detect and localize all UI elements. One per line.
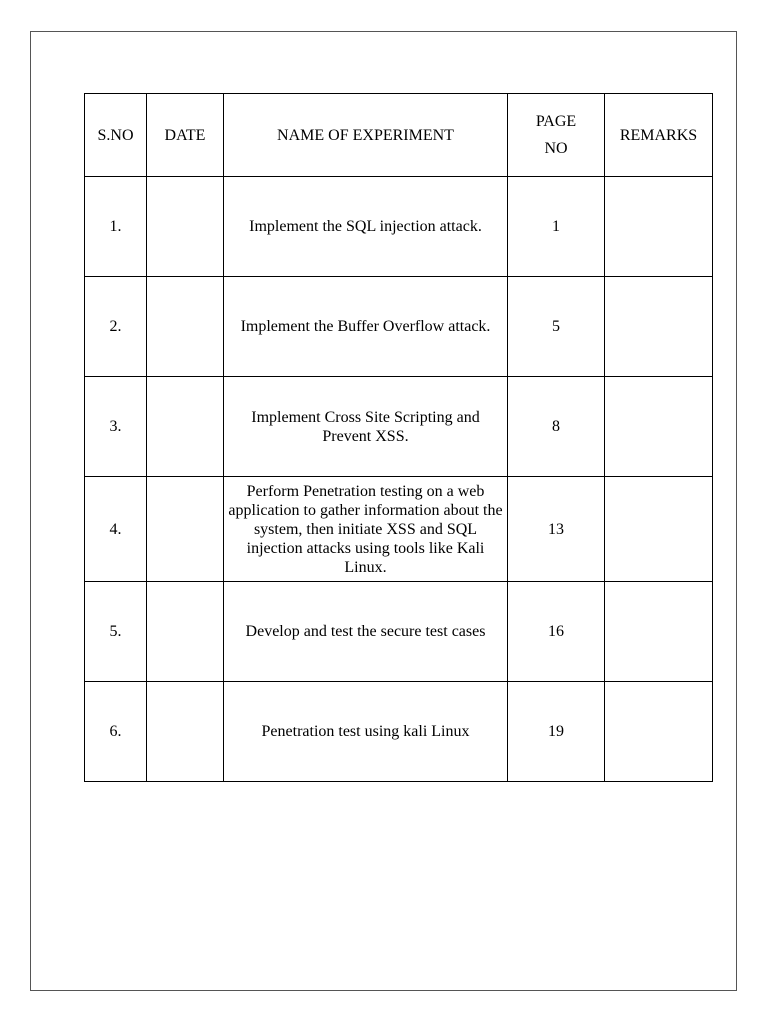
cell-remarks: [605, 177, 713, 277]
cell-page-no: 13: [508, 477, 605, 582]
cell-remarks: [605, 682, 713, 782]
cell-experiment-name: Implement Cross Site Scripting and Prevent XSS.: [224, 377, 508, 477]
cell-page-no: 1: [508, 177, 605, 277]
header-page-no: [508, 94, 605, 177]
cell-sno: 5.: [85, 582, 147, 682]
header-remarks: REMARKS: [605, 94, 713, 177]
table-header-row: [85, 94, 713, 177]
cell-page-no: 16: [508, 582, 605, 682]
cell-date: [147, 477, 224, 582]
cell-page-no: 19: [508, 682, 605, 782]
cell-remarks: [605, 477, 713, 582]
header-page-line1: PAGE: [535, 113, 577, 130]
cell-date: [147, 582, 224, 682]
header-date: DATE: [147, 94, 224, 177]
cell-date: [147, 377, 224, 477]
cell-sno: 2.: [85, 277, 147, 377]
table-row: [85, 582, 713, 682]
cell-remarks: [605, 277, 713, 377]
cell-page-no: 8: [508, 377, 605, 477]
cell-sno: 6.: [85, 682, 147, 782]
cell-sno: 4.: [85, 477, 147, 582]
cell-sno: 3.: [85, 377, 147, 477]
experiment-index-table: [84, 93, 713, 782]
cell-remarks: [605, 582, 713, 682]
table-row: [85, 177, 713, 277]
cell-date: [147, 177, 224, 277]
cell-date: [147, 277, 224, 377]
header-name-of-experiment: NAME OF EXPERIMENT: [224, 94, 508, 177]
cell-sno: 1.: [85, 177, 147, 277]
table-row: [85, 682, 713, 782]
cell-experiment-name: Develop and test the secure test cases: [224, 582, 508, 682]
table-row: [85, 277, 713, 377]
cell-remarks: [605, 377, 713, 477]
table-row: [85, 477, 713, 582]
cell-page-no: 5: [508, 277, 605, 377]
header-sno: S.NO: [85, 94, 147, 177]
cell-experiment-name: Implement the Buffer Overflow attack.: [224, 277, 508, 377]
cell-experiment-name: Penetration test using kali Linux: [224, 682, 508, 782]
table-row: [85, 377, 713, 477]
header-page-line2: NO: [544, 140, 568, 157]
cell-experiment-name: Implement the SQL injection attack.: [224, 177, 508, 277]
cell-date: [147, 682, 224, 782]
cell-experiment-name: Perform Penetration testing on a web application to gather information about the system, then initiate XSS and SQL injection attacks using tools like Kali Linux.: [224, 477, 508, 582]
